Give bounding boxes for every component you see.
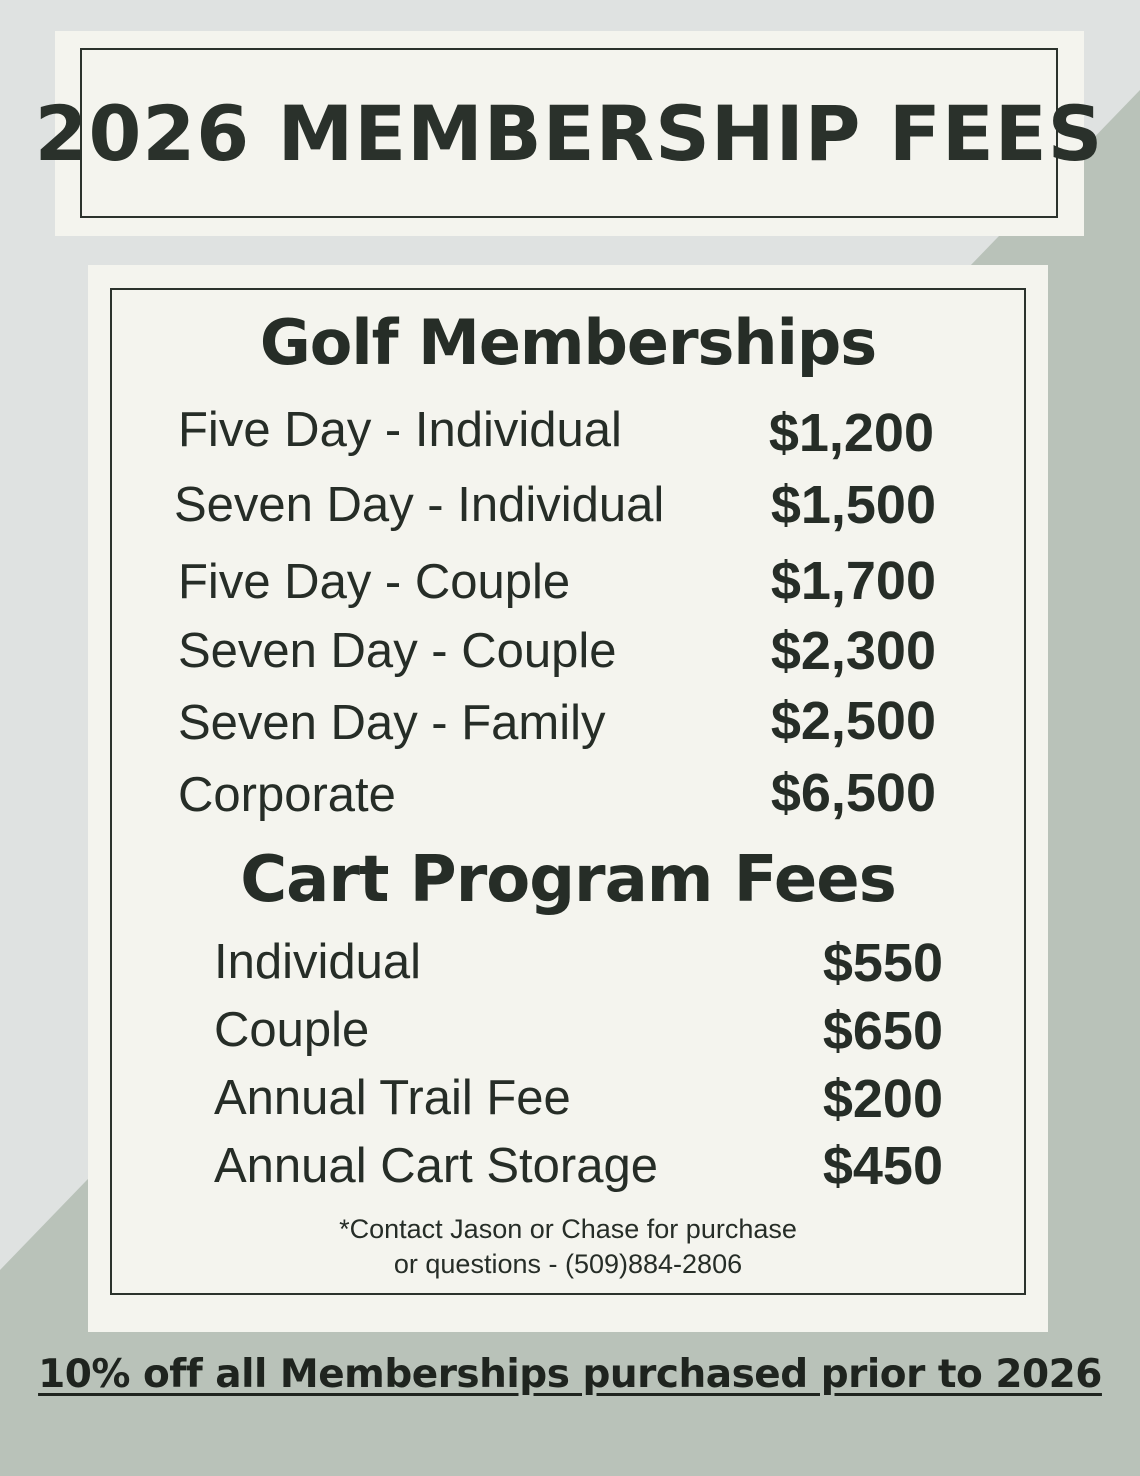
golf-item-label: Seven Day - Couple xyxy=(178,624,617,678)
golf-item-price: $1,500 xyxy=(770,475,936,535)
title-frame xyxy=(34,48,1104,218)
cart-item-label: Annual Cart Storage xyxy=(214,1139,658,1193)
cart-item-price: $200 xyxy=(822,1069,943,1129)
cart-item-price: $550 xyxy=(822,933,943,993)
golf-item-label: Five Day - Couple xyxy=(178,555,571,609)
golf-memberships-heading: Golf Memberships xyxy=(259,306,877,379)
contact-note-line2: or questions - (509)884-2806 xyxy=(393,1249,743,1279)
golf-item-price: $2,300 xyxy=(770,621,936,681)
golf-item-price: $1,200 xyxy=(768,403,934,463)
golf-item-label: Five Day - Individual xyxy=(178,403,622,457)
cart-item-label: Annual Trail Fee xyxy=(214,1071,571,1125)
golf-item-label: Corporate xyxy=(178,768,396,822)
golf-item-price: $2,500 xyxy=(770,691,936,751)
golf-item-price: $6,500 xyxy=(770,763,936,823)
cart-item-price: $450 xyxy=(822,1136,943,1196)
cart-item-price: $650 xyxy=(822,1001,943,1061)
cart-item-label: Individual xyxy=(214,935,422,989)
page-title: 2026 MEMBERSHIP FEES xyxy=(34,88,1104,178)
contact-note-line1: *Contact Jason or Chase for purchase xyxy=(339,1214,797,1244)
discount-promo: 10% off all Memberships purchased prior to 2026 xyxy=(38,1352,1102,1397)
cart-item-label: Couple xyxy=(214,1003,370,1057)
cart-program-heading: Cart Program Fees xyxy=(240,843,896,917)
golf-item-label: Seven Day - Individual xyxy=(174,478,665,532)
golf-item-label: Seven Day - Family xyxy=(178,696,606,750)
golf-item-price: $1,700 xyxy=(770,551,936,611)
